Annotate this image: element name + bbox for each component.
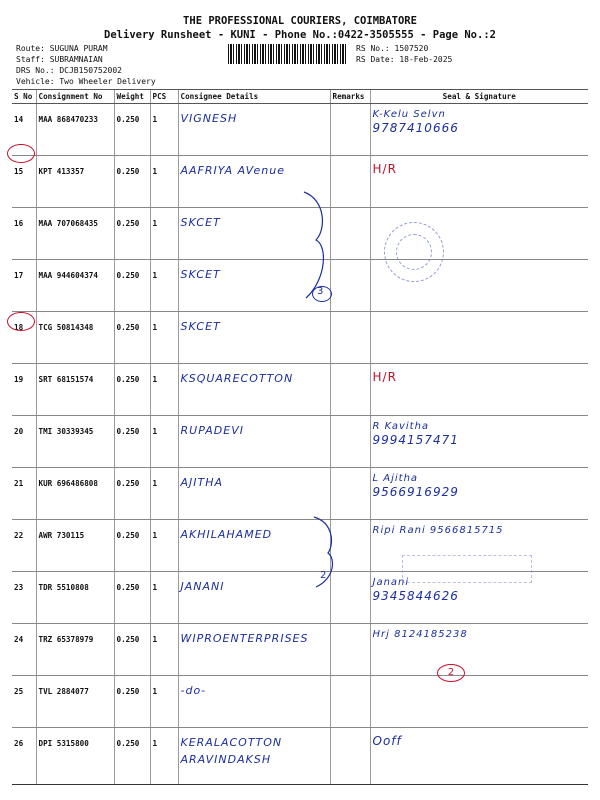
consignee-name: AJITHA — [180, 476, 224, 489]
table-row — [12, 364, 588, 416]
remarks-cell — [330, 156, 370, 208]
consignee-name: VIGNESH — [180, 112, 238, 125]
pcs-cell: 1 — [150, 312, 178, 364]
drs-label: DRS No.: — [16, 66, 55, 75]
pcs-cell: 1 — [150, 520, 178, 572]
consignee-name-2: ARAVINDAKSH — [180, 753, 272, 766]
consignee-name: AKHILAHAMED — [180, 528, 273, 541]
consignment-cell: SRT 68151574 — [36, 364, 114, 416]
remarks-cell — [330, 208, 370, 260]
remarks-cell — [330, 260, 370, 312]
consignee-cell — [178, 312, 330, 364]
rs-no-line — [356, 43, 452, 54]
drs-value: DCJB150752002 — [59, 66, 122, 75]
pcs-cell: 1 — [150, 676, 178, 728]
table-row — [12, 312, 588, 364]
consignment-cell: DPI 5315800 — [36, 728, 114, 785]
signature-phone: H/R — [372, 370, 397, 384]
vehicle-value: Two Wheeler Delivery — [59, 77, 156, 86]
col-header-sno: S No — [12, 90, 36, 104]
remarks-cell — [330, 468, 370, 520]
weight-cell: 0.250 — [114, 416, 150, 468]
pcs-cell: 1 — [150, 728, 178, 785]
sno-cell: 19 — [12, 364, 36, 416]
weight-cell: 0.250 — [114, 156, 150, 208]
sno-cell: 16 — [12, 208, 36, 260]
consignee-name: SKCET — [180, 268, 221, 281]
consignee-cell — [178, 468, 330, 520]
signature-phone: H/R — [372, 162, 397, 176]
pcs-cell: 1 — [150, 468, 178, 520]
vehicle-line — [16, 76, 156, 87]
remarks-cell — [330, 676, 370, 728]
signature-cell — [370, 104, 588, 156]
pcs-cell: 1 — [150, 156, 178, 208]
rs-date-value: 18-Feb-2025 — [399, 55, 453, 64]
signature-phone: 9566916929 — [372, 485, 459, 499]
sno-cell: 26 — [12, 728, 36, 785]
col-header-consignee: Consignee Details — [178, 90, 330, 104]
weight-cell: 0.250 — [114, 468, 150, 520]
rs-date-label: RS Date: — [356, 55, 395, 64]
signature-cell — [370, 312, 588, 364]
signature-text: Hrj 8124185238 — [372, 629, 468, 640]
bracket-count: 3 — [317, 286, 325, 297]
barcode-icon — [228, 44, 346, 64]
table-row — [12, 104, 588, 156]
signature-phone: Ooff — [372, 734, 402, 748]
signature-cell — [370, 468, 588, 520]
bracket-count-2: 2 — [320, 570, 328, 581]
consignee-cell — [178, 676, 330, 728]
sno-cell: 21 — [12, 468, 36, 520]
vehicle-label: Vehicle: — [16, 77, 55, 86]
weight-cell: 0.250 — [114, 208, 150, 260]
weight-cell: 0.250 — [114, 624, 150, 676]
route-value: SUGUNA PURAM — [49, 44, 108, 53]
pcs-cell: 1 — [150, 260, 178, 312]
delivery-seal-stamp-inner — [396, 234, 432, 270]
signature-text: Ripi Rani 9566815715 — [372, 525, 504, 536]
company-title: THE PROFESSIONAL COURIERS, COIMBATORE — [183, 15, 417, 27]
pcs-cell: 1 — [150, 104, 178, 156]
pcs-cell: 1 — [150, 364, 178, 416]
consignee-cell — [178, 520, 330, 572]
red-circle-row-15 — [7, 144, 35, 163]
sno-cell: 15 — [12, 156, 36, 208]
table-row — [12, 728, 588, 785]
sno-cell: 24 — [12, 624, 36, 676]
weight-cell: 0.250 — [114, 728, 150, 785]
signature-cell — [370, 676, 588, 728]
consignee-cell — [178, 416, 330, 468]
signature-cell — [370, 416, 588, 468]
signature-cell — [370, 624, 588, 676]
col-header-pcs: PCS — [150, 90, 178, 104]
sno-cell: 23 — [12, 572, 36, 624]
consignment-cell: AWR 730115 — [36, 520, 114, 572]
remarks-cell — [330, 416, 370, 468]
rs-no-label: RS No.: — [356, 44, 390, 53]
staff-line — [16, 54, 156, 65]
consignment-cell: TCG 50814348 — [36, 312, 114, 364]
consignee-name: KSQUARECOTTON — [180, 372, 294, 385]
consignee-name: JANANI — [180, 580, 225, 593]
signature-cell — [370, 728, 588, 785]
signature-text: K-Kelu Selvn — [372, 109, 446, 120]
sno-cell: 17 — [12, 260, 36, 312]
table-header-row — [12, 90, 588, 104]
pcs-cell: 1 — [150, 208, 178, 260]
consignment-cell: TVL 2884077 — [36, 676, 114, 728]
consignee-name: WIPROENTERPRISES — [180, 632, 309, 645]
red-circle-row-19 — [7, 312, 35, 331]
consignment-cell: TRZ 65378979 — [36, 624, 114, 676]
weight-cell: 0.250 — [114, 676, 150, 728]
sno-cell: 14 — [12, 104, 36, 156]
weight-cell: 0.250 — [114, 520, 150, 572]
table-row — [12, 468, 588, 520]
table-row — [12, 676, 588, 728]
consignee-cell — [178, 624, 330, 676]
signature-text: L Ajitha — [372, 473, 419, 484]
remarks-cell — [330, 364, 370, 416]
col-header-consignment: Consignment No — [36, 90, 114, 104]
rs-no-value: 1507520 — [394, 44, 429, 53]
company-seal-stamp — [402, 555, 532, 583]
consignee-name: SKCET — [180, 320, 221, 333]
signature-cell — [370, 156, 588, 208]
consignee-name: KERALACOTTON — [180, 736, 283, 749]
weight-cell: 0.250 — [114, 572, 150, 624]
col-header-weight: Weight — [114, 90, 150, 104]
weight-cell: 0.250 — [114, 104, 150, 156]
consignee-cell — [178, 104, 330, 156]
runsheet-meta-right — [356, 43, 452, 65]
consignment-cell: TMI 30339345 — [36, 416, 114, 468]
sno-cell: 25 — [12, 676, 36, 728]
staff-label: Staff: — [16, 55, 45, 64]
consignee-name: SKCET — [180, 216, 221, 229]
col-header-remarks: Remarks — [330, 90, 370, 104]
sno-cell: 18 — [12, 312, 36, 364]
signature-cell — [370, 364, 588, 416]
consignment-cell: KUR 696486808 — [36, 468, 114, 520]
sno-cell: 22 — [12, 520, 36, 572]
consignment-cell: TDR 5510808 — [36, 572, 114, 624]
pcs-cell: 1 — [150, 572, 178, 624]
consignee-cell — [178, 364, 330, 416]
pcs-cell: 1 — [150, 624, 178, 676]
signature-phone: 9994157471 — [372, 433, 459, 447]
runsheet-meta-left — [16, 43, 156, 87]
consignment-cell: MAA 944604374 — [36, 260, 114, 312]
rs-date-line — [356, 54, 452, 65]
consignee-cell — [178, 572, 330, 624]
sno-cell: 20 — [12, 416, 36, 468]
consignee-name: AAFRIYA AVenue — [180, 164, 285, 177]
remarks-cell — [330, 728, 370, 785]
table-row — [12, 624, 588, 676]
remarks-cell — [330, 624, 370, 676]
route-label: Route: — [16, 44, 45, 53]
remarks-cell — [330, 312, 370, 364]
staff-value: SUBRAMNAIAN — [49, 55, 103, 64]
consignment-cell: MAA 868470233 — [36, 104, 114, 156]
col-header-signature: Seal & Signature — [370, 90, 588, 104]
signature-text: R Kavitha — [372, 421, 430, 432]
signature-phone: 9787410666 — [372, 121, 459, 135]
pcs-cell: 1 — [150, 416, 178, 468]
signature-phone: 9345844626 — [372, 589, 459, 603]
consignee-name: -do- — [180, 684, 207, 697]
weight-cell: 0.250 — [114, 364, 150, 416]
page-mark: 2 — [437, 664, 465, 682]
consignee-name: RUPADEVI — [180, 424, 244, 437]
route-line — [16, 43, 156, 54]
runsheet-subtitle: Delivery Runsheet - KUNI - Phone No.:0422-3505555 - Page No.:2 — [104, 29, 496, 41]
drs-line — [16, 65, 156, 76]
table-row — [12, 416, 588, 468]
consignment-cell: KPT 413357 — [36, 156, 114, 208]
signature-text: Janani — [372, 577, 410, 588]
consignee-cell — [178, 728, 330, 785]
remarks-cell — [330, 104, 370, 156]
weight-cell: 0.250 — [114, 312, 150, 364]
weight-cell: 0.250 — [114, 260, 150, 312]
consignment-cell: MAA 707068435 — [36, 208, 114, 260]
